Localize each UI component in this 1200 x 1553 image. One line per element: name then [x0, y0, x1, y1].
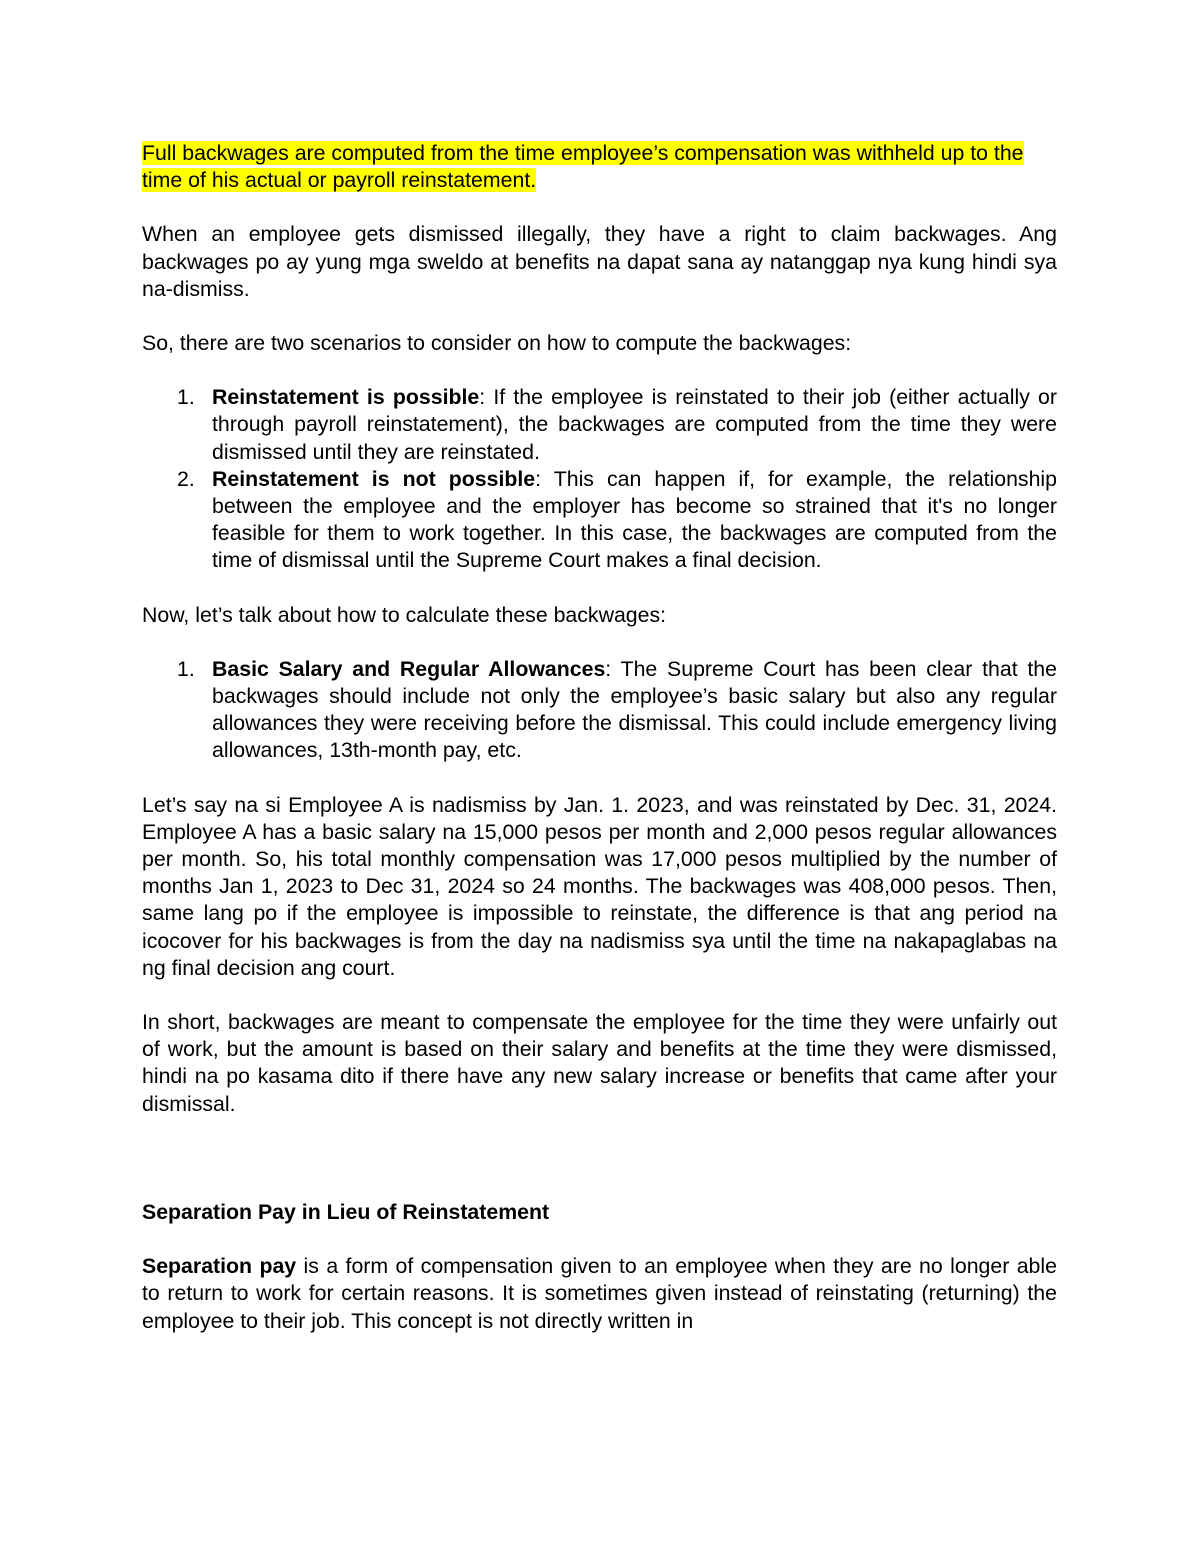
- separation-text: is a form of compensation given to an employee when they are no longer able to return to work for certain reasons. It is sometimes given instead of reinstating (returning) the employee to their job. This concept is not directly written in: [142, 1254, 1057, 1333]
- scenarios-list: [142, 384, 1057, 574]
- section-heading-text: Separation Pay in Lieu of Reinstatement: [142, 1199, 550, 1224]
- list-item: [142, 384, 1057, 466]
- list-number: 1.: [177, 385, 195, 410]
- list-item-title: Basic Salary and Regular Allowances: [212, 656, 606, 681]
- list-item-text: : The Supreme Court has been clear that the backwages should include not only the employee’s basic salary but also any regular allowances they were receiving before the dismissal. This could include emergency living allowances, 13th-month pay, etc.: [212, 656, 1057, 763]
- highlighted-paragraph: [142, 140, 1057, 194]
- calc-intro: Now, let’s talk about how to calculate these backwages:: [142, 602, 667, 627]
- list-number: 1.: [177, 656, 195, 681]
- list-item-title: Reinstatement is possible: [212, 385, 480, 410]
- list-number: 2.: [177, 466, 195, 491]
- scenarios-intro: So, there are two scenarios to consider on how to compute the backwages:: [142, 331, 852, 356]
- intro-paragraph: When an employee gets dismissed illegally, they have a right to claim backwages. Ang backwages po ay yung mga sweldo at benefits na dapat sana ay natanggap nya kung hindi sya na-dismiss.: [142, 222, 1057, 301]
- list-item-text: : This can happen if, for example, the relationship between the employee and the employer has become so strained that it's no longer feasible for them to work together. In this case, the backwages are computed from the time of dismissal until the Supreme Court makes a final decision.: [212, 466, 1057, 573]
- list-item-text: : If the employee is reinstated to their job (either actually or through payroll reinstatement), the backwages are computed from the time they were dismissed until they are reinstated.: [212, 385, 1057, 464]
- separation-paragraph: [142, 1253, 1057, 1335]
- separation-term: Separation pay: [142, 1254, 297, 1279]
- highlighted-text: Full backwages are computed from the time employee’s compensation was withheld up to the time of his actual or payroll reinstatement.: [142, 141, 1024, 193]
- list-item: [142, 656, 1057, 765]
- list-item: [142, 466, 1057, 575]
- calc-list: [142, 656, 1057, 765]
- list-item-title: Reinstatement is not possible: [212, 466, 536, 491]
- summary-paragraph: In short, backwages are meant to compensate the employee for the time they were unfairly out of work, but the amount is based on their salary and benefits at the time they were dismissed, hindi na po kasama dito if there have any new salary increase or benefits that came after your dismissal.: [142, 1010, 1057, 1116]
- example-paragraph: Let’s say na si Employee A is nadismiss by Jan. 1. 2023, and was reinstated by Dec. 31, 2024. Employee A has a basic salary na 15,000 pesos per month and 2,000 pesos regular allowances per month. So, his total monthly compensation was 17,000 pesos multiplied by the number of months Jan 1, 2023 to Dec 31, 2024 so 24 months. The backwages was 408,000 pesos. Then, same lang po if the employee is impossible to reinstate, the difference is that ang period na icocover for his backwages is from the day na nadismiss sya until the time na nakapaglabas na ng final decision ang court.: [142, 792, 1057, 980]
- section-heading: [142, 1199, 1057, 1226]
- document-page: [142, 140, 1057, 1335]
